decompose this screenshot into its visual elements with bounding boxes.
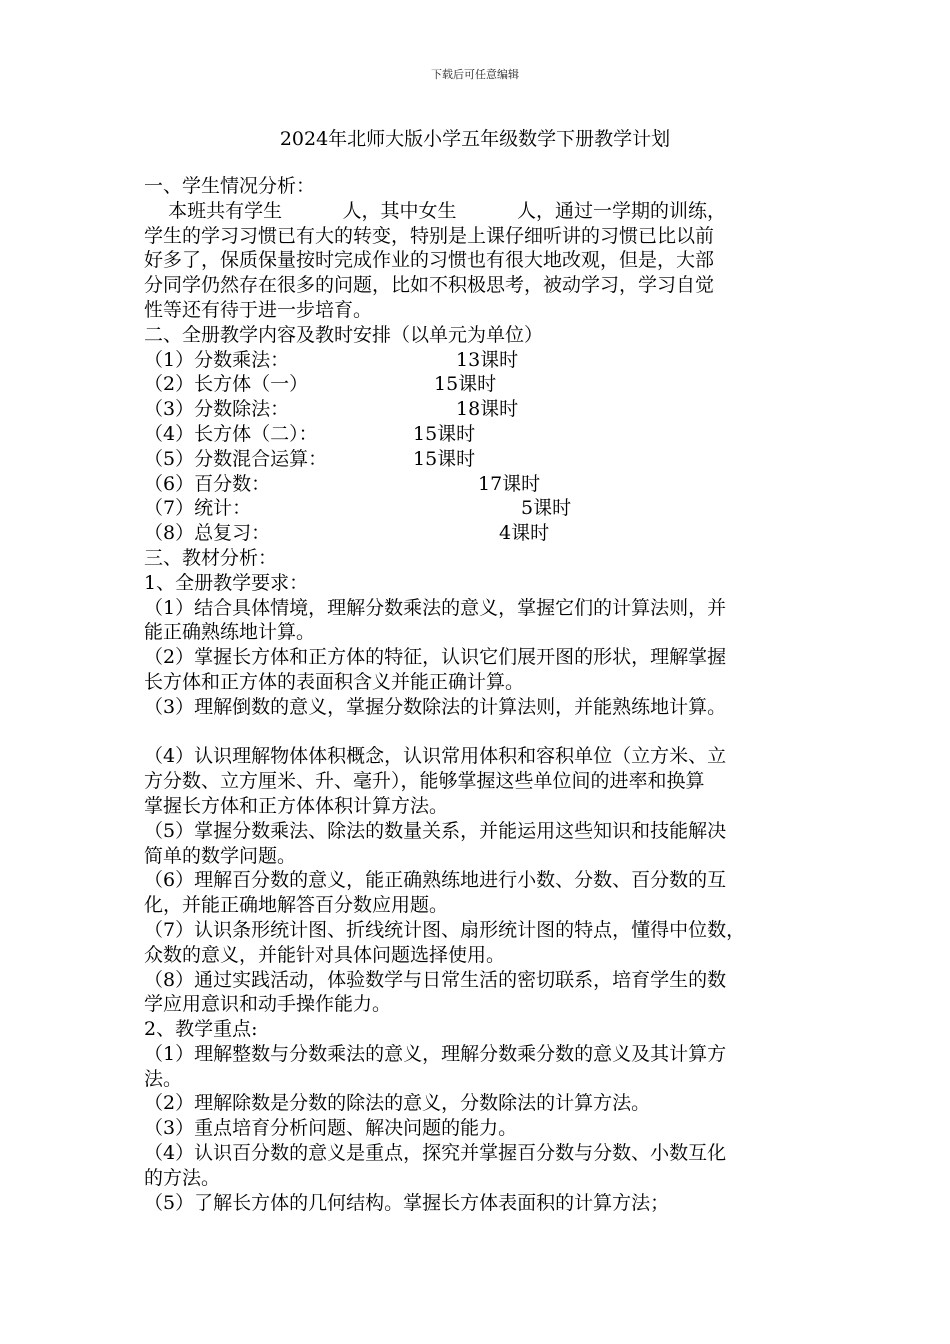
paragraph-line: 方分数、立方厘米、升、毫升），能够掌握这些单位间的进率和换算	[144, 770, 705, 793]
schedule-unit: （7）统计：	[144, 497, 252, 520]
schedule-unit: （1）分数乘法：	[144, 348, 290, 371]
schedule-hours: 15课时	[413, 447, 476, 470]
paragraph-line: （2）理解除数是分数的除法的意义，分数除法的计算方法。	[144, 1092, 651, 1115]
paragraph-line: （8）通过实践活动，体验数学与日常生活的密切联系，培育学生的数	[144, 968, 727, 991]
paragraph-line: （4）认识百分数的意义是重点，探究并掌握百分数与分数、小数互化	[144, 1142, 727, 1165]
schedule-row	[144, 447, 824, 472]
schedule-hours: 4课时	[499, 522, 550, 545]
schedule-row	[144, 496, 824, 521]
schedule-hours: 5课时	[521, 497, 572, 520]
blank-line	[144, 720, 824, 745]
section1-heading: 一、学生情况分析：	[144, 175, 316, 197]
paragraph-line: （1）结合具体情境，理解分数乘法的意义，掌握它们的计算法则，并	[144, 596, 727, 619]
paragraph-line: （2）掌握长方体和正方体的特征，认识它们展开图的形状，理解掌握	[144, 646, 727, 669]
paragraph-line: （5）掌握分数乘法、除法的数量关系，并能运用这些知识和技能解决	[144, 819, 727, 842]
schedule-unit: （2）长方体（一）	[144, 373, 309, 396]
paragraph-line: 化，并能正确地解答百分数应用题。	[144, 894, 449, 917]
section3-heading: 三、教材分析：	[144, 546, 278, 569]
schedule-hours: 15课时	[434, 373, 497, 396]
schedule-unit: （6）百分数：	[144, 472, 271, 495]
paragraph-line: 学生的学习习惯已有大的转变，特别是上课仔细听讲的习惯已比以前	[144, 224, 715, 247]
schedule-row	[144, 422, 824, 447]
schedule-unit: （4）长方体（二）：	[144, 422, 318, 445]
header-note: 下载后可任意编辑	[431, 68, 519, 81]
schedule-unit: （5）分数混合运算：	[144, 447, 328, 470]
paragraph-line: 法。	[144, 1067, 183, 1090]
section2-heading: 二、全册教学内容及教时安排（以单元为单位）	[144, 323, 544, 346]
document-title: 2024年北师大版小学五年级数学下册教学计划	[279, 128, 671, 150]
schedule-unit: （8）总复习：	[144, 522, 271, 545]
schedule-row	[144, 521, 824, 546]
paragraph-line: 掌握长方体和正方体体积计算方法。	[144, 794, 449, 817]
paragraph-line: （1）理解整数与分数乘法的意义，理解分数乘分数的意义及其计算方	[144, 1042, 727, 1065]
paragraph-line: （3）重点培育分析问题、解决问题的能力。	[144, 1117, 518, 1140]
subsection-heading: 2、教学重点:	[144, 1018, 258, 1041]
paragraph-line: 众数的意义，并能针对具体问题选择使用。	[144, 943, 506, 966]
paragraph-line: （7）认识条形统计图、折线统计图、扇形统计图的特点，懂得中位数，	[144, 918, 746, 941]
paragraph-line: 本班共有学生 人，其中女生 人，通过一学期的训练，	[144, 199, 726, 222]
schedule-hours: 15课时	[413, 422, 476, 445]
paragraph-line: 能正确熟练地计算。	[144, 621, 316, 644]
paragraph-line: 长方体和正方体的表面积含义并能正确计算。	[144, 670, 525, 693]
schedule-unit: （3）分数除法：	[144, 398, 290, 421]
schedule-hours: 13课时	[456, 348, 519, 371]
schedule-row	[144, 372, 824, 397]
schedule-row	[144, 348, 824, 373]
subsection-heading: 1、全册教学要求：	[144, 571, 309, 594]
paragraph-line: 分同学仍然存在很多的问题，比如不积极思考，被动学习，学习自觉	[144, 274, 715, 297]
paragraph-line: 好多了，保质保量按时完成作业的习惯也有很大地改观，但是，大部	[144, 249, 715, 272]
paragraph-line: 学应用意识和动手操作能力。	[144, 993, 392, 1016]
schedule-hours: 17课时	[478, 472, 541, 495]
paragraph-line: （5）了解长方体的几何结构。掌握长方体表面积的计算方法；	[144, 1191, 670, 1214]
schedule-row	[144, 397, 824, 422]
paragraph-line: 简单的数学问题。	[144, 844, 297, 867]
paragraph-line: 的方法。	[144, 1166, 221, 1189]
document-body	[144, 174, 824, 1215]
paragraph-line: （3）理解倒数的意义，掌握分数除法的计算法则，并能熟练地计算。	[144, 695, 727, 718]
paragraph-line: 性等还有待于进一步培育。	[144, 298, 373, 321]
schedule-row	[144, 472, 824, 497]
paragraph-line: （6）理解百分数的意义，能正确熟练地进行小数、分数、百分数的互	[144, 869, 727, 892]
paragraph-line: （4）认识理解物体体积概念，认识常用体积和容积单位（立方米、立	[144, 745, 727, 768]
schedule-hours: 18课时	[456, 398, 519, 421]
